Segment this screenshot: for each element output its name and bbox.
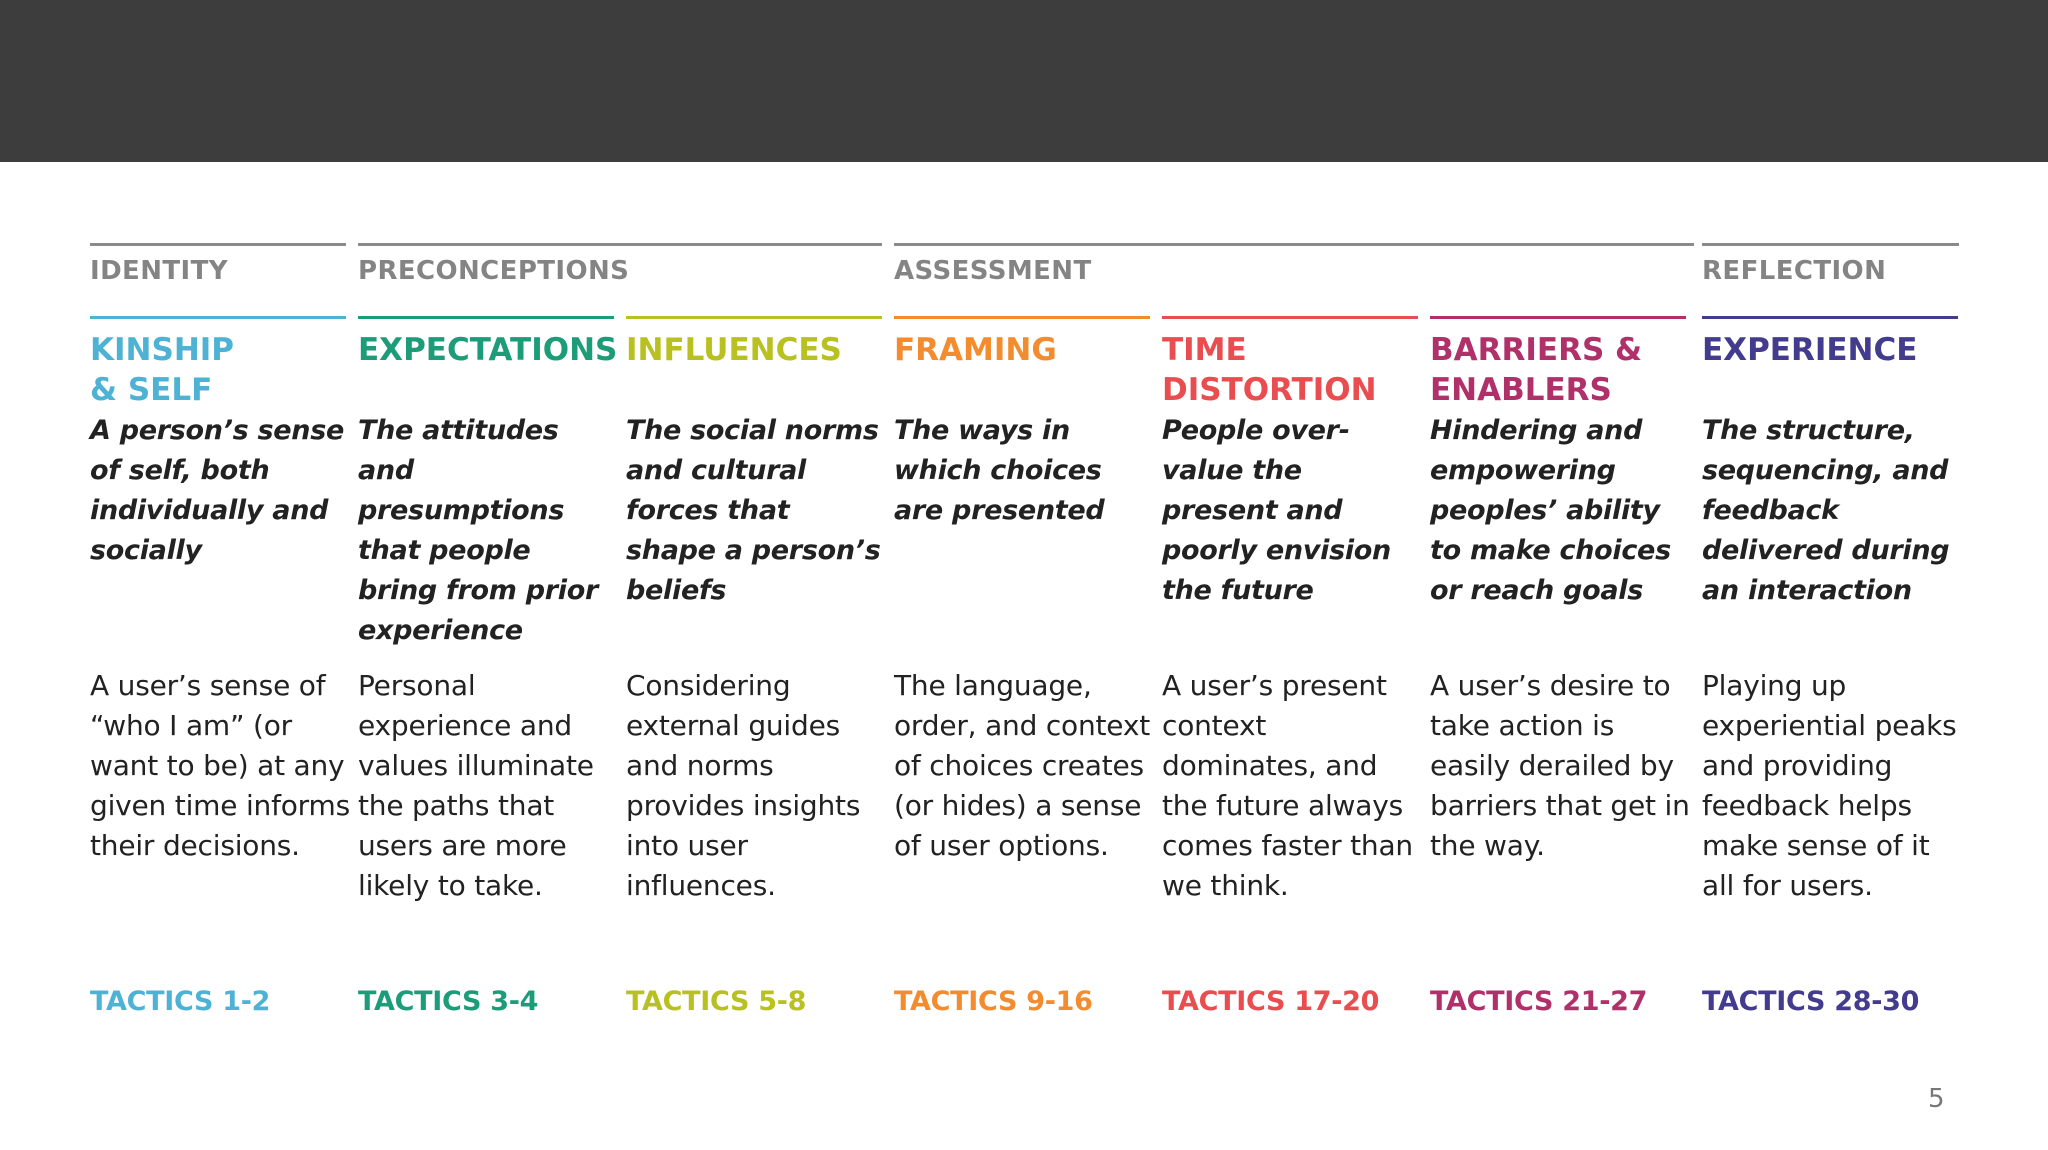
column-experience [1702, 316, 1958, 1056]
column-kinship-self [90, 316, 350, 1056]
column-title: BARRIERS & ENABLERS [1430, 332, 1643, 408]
column-title: KINSHIP & SELF [90, 332, 235, 408]
column-title: EXPECTATIONS [358, 332, 618, 368]
group-line-preconceptions [358, 243, 882, 246]
column-definition: A person’s sense of self, both individually and socially [90, 415, 345, 566]
column-line [626, 316, 882, 319]
column-definition: The attitudes and presumptions that people bring from prior experience [358, 415, 598, 646]
column-definition: People over-value the present and poorly envision the future [1162, 415, 1391, 606]
column-line [90, 316, 346, 319]
tactics-link[interactable]: TACTICS 17-20 [1162, 986, 1380, 1017]
column-description: A user’s present context dominates, and the future always comes faster than we think. [1162, 669, 1413, 902]
column-line [894, 316, 1150, 319]
column-line [1702, 316, 1958, 319]
group-label-identity: IDENTITY [90, 256, 228, 286]
column-definition: The social norms and cultural forces that shape a person’s beliefs [626, 415, 881, 606]
tactics-link[interactable]: TACTICS 3-4 [358, 986, 539, 1017]
column-definition: Hindering and empowering peoples’ ability to make choices or reach goals [1430, 415, 1671, 606]
column-description: The language, order, and context of choices creates (or hides) a sense of user options. [894, 669, 1150, 862]
column-title: INFLUENCES [626, 332, 842, 368]
column-definition: The ways in which choices are presented [894, 415, 1105, 526]
framework-grid [90, 243, 1959, 1043]
column-time-distortion [1162, 316, 1418, 1056]
column-framing [894, 316, 1150, 1056]
page-number: 5 [1928, 1084, 1945, 1114]
tactics-link[interactable]: TACTICS 21-27 [1430, 986, 1648, 1017]
group-label-reflection: REFLECTION [1702, 256, 1887, 286]
tactics-link[interactable]: TACTICS 5-8 [626, 986, 807, 1017]
column-title: EXPERIENCE [1702, 332, 1918, 368]
column-influences [626, 316, 882, 1056]
group-label-preconceptions: PRECONCEPTIONS [358, 256, 630, 286]
group-line-assessment [894, 243, 1694, 246]
column-description: A user’s desire to take action is easily derailed by barriers that get in the way. [1430, 669, 1690, 862]
column-description: A user’s sense of “who I am” (or want to be) at any given time informs their decisions. [90, 669, 350, 862]
column-line [1162, 316, 1418, 319]
column-description: Playing up experiential peaks and providing feedback helps make sense of it all for users. [1702, 669, 1957, 902]
tactics-link[interactable]: TACTICS 9-16 [894, 986, 1093, 1017]
group-line-identity [90, 243, 346, 246]
column-title: FRAMING [894, 332, 1057, 368]
column-barriers-enablers [1430, 316, 1690, 1056]
group-line-reflection [1702, 243, 1959, 246]
header-bar [0, 0, 2048, 162]
column-description: Considering external guides and norms provides insights into user influences. [626, 669, 861, 902]
column-description: Personal experience and values illuminate the paths that users are more likely to take. [358, 669, 594, 902]
column-expectations [358, 316, 618, 1056]
tactics-link[interactable]: TACTICS 1-2 [90, 986, 271, 1017]
column-definition: The structure, sequencing, and feedback delivered during an interaction [1702, 415, 1950, 606]
column-title: TIME DISTORTION [1162, 332, 1377, 408]
column-line [1430, 316, 1686, 319]
group-label-assessment: ASSESSMENT [894, 256, 1092, 286]
tactics-link[interactable]: TACTICS 28-30 [1702, 986, 1920, 1017]
column-line [358, 316, 614, 319]
